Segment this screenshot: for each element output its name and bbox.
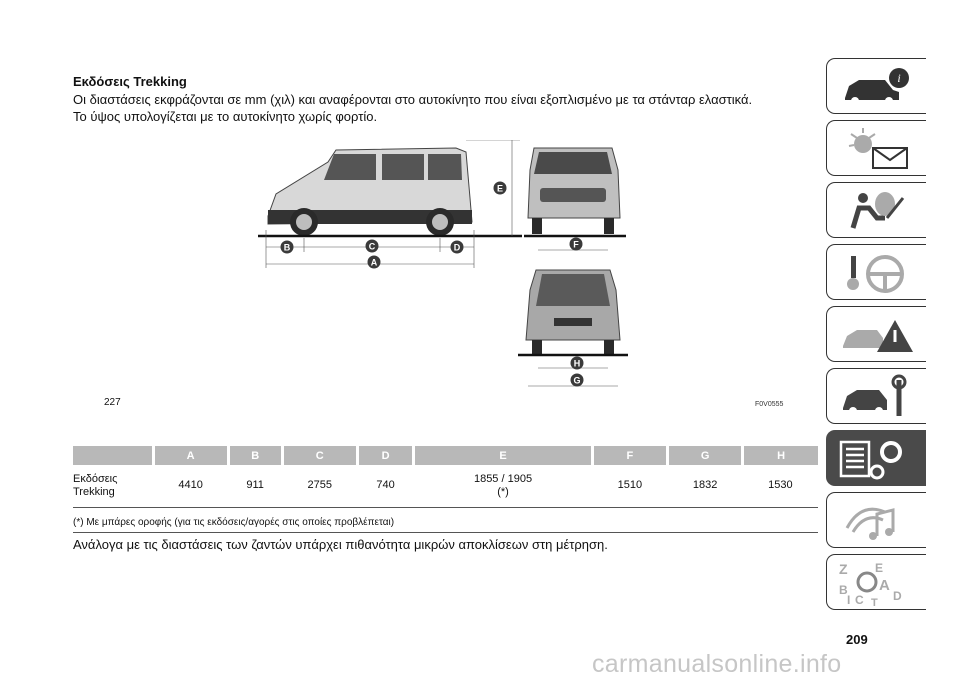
multimedia-icon	[837, 498, 917, 544]
intro-line-1: Οι διαστάσεις εκφράζονται σε mm (χιλ) και αναφέρονται στο αυτοκίνητο που είναι εξοπλισμένο με τα στάνταρ ελαστικά.	[73, 92, 753, 107]
svg-text:T: T	[871, 597, 878, 606]
cell-g: 1832	[692, 479, 718, 492]
cell-b: 911	[246, 479, 264, 492]
warning-lights-icon	[837, 126, 917, 172]
airbag-icon	[837, 188, 917, 234]
side-view-car	[268, 148, 472, 236]
label-d: D	[453, 242, 461, 253]
rear-view-car	[526, 270, 620, 354]
svg-text:I: I	[847, 593, 851, 606]
figure-code: F0V0555	[755, 401, 784, 408]
header-g: G	[668, 446, 743, 465]
version-cell	[73, 465, 153, 507]
accident-icon	[837, 312, 917, 358]
intro-text	[73, 91, 813, 125]
dimensions-table	[73, 446, 818, 508]
header-d: D	[357, 446, 413, 465]
header-h: H	[743, 446, 818, 465]
steering-icon	[837, 250, 917, 296]
measurement-note: Ανάλογα με τις διαστάσεις των ζαντών υπάρχει πιθανότητα μικρών αποκλίσεων στη μέτρηση.	[73, 537, 608, 552]
label-e: E	[496, 183, 504, 194]
table-header-row	[73, 446, 818, 465]
cell-h: 1530	[768, 479, 793, 492]
service-icon	[837, 374, 917, 420]
watermark: carmanualsonline.info	[592, 650, 842, 678]
cell-e-line-1: 1855 / 1905	[473, 472, 533, 485]
tab-warning-lights[interactable]	[826, 120, 926, 176]
tab-service[interactable]	[826, 368, 926, 424]
header-f: F	[592, 446, 667, 465]
tab-multimedia[interactable]	[826, 492, 926, 548]
cell-a: 4410	[178, 479, 203, 492]
section-title: Εκδόσεις Trekking	[73, 74, 187, 89]
specs-icon	[837, 436, 917, 482]
tab-specs[interactable]	[826, 430, 926, 486]
tab-airbag[interactable]	[826, 182, 926, 238]
tab-car-info[interactable]	[826, 58, 926, 114]
intro-line-2: Το ύψος υπολογίζεται με το αυτοκίνητο χωρίς φορτίο.	[73, 109, 378, 124]
version-line-2: Trekking	[73, 485, 115, 498]
car-info-icon	[837, 64, 917, 110]
cell-e	[414, 465, 593, 507]
svg-text:B: B	[839, 583, 848, 597]
label-a: A	[370, 257, 378, 268]
label-f: F	[573, 239, 579, 250]
front-view-car	[528, 148, 620, 234]
cell-e-line-2: (*)	[497, 485, 509, 498]
figure-number: 227	[104, 397, 121, 408]
cell-f: 1510	[617, 479, 643, 492]
vehicle-dimensions-figure	[256, 140, 646, 400]
svg-text:Z: Z	[839, 561, 848, 577]
page-number: 209	[846, 632, 868, 647]
table-row	[73, 465, 818, 507]
divider	[73, 532, 818, 533]
label-c: C	[368, 241, 376, 252]
header-e: E	[414, 446, 593, 465]
footnote: (*) Με μπάρες οροφής (για τις εκδόσεις/αγορές στις οποίες προβλέπεται)	[73, 517, 395, 528]
svg-text:E: E	[875, 561, 884, 575]
label-b: B	[283, 242, 291, 253]
label-g: G	[573, 375, 581, 386]
label-h: H	[573, 358, 581, 369]
version-line-1: Εκδόσεις	[73, 472, 118, 485]
svg-text:D: D	[893, 589, 902, 603]
svg-text:A: A	[879, 577, 890, 594]
header-c: C	[282, 446, 357, 465]
svg-text:i: i	[897, 71, 901, 85]
tab-steering[interactable]	[826, 244, 926, 300]
cell-c: 2755	[307, 479, 332, 492]
cell-d: 740	[376, 479, 395, 492]
header-blank	[73, 446, 153, 465]
index-icon	[837, 560, 917, 606]
tab-accident[interactable]	[826, 306, 926, 362]
header-b: B	[228, 446, 282, 465]
svg-text:C: C	[855, 593, 864, 606]
tab-index[interactable]	[826, 554, 926, 610]
header-a: A	[153, 446, 228, 465]
